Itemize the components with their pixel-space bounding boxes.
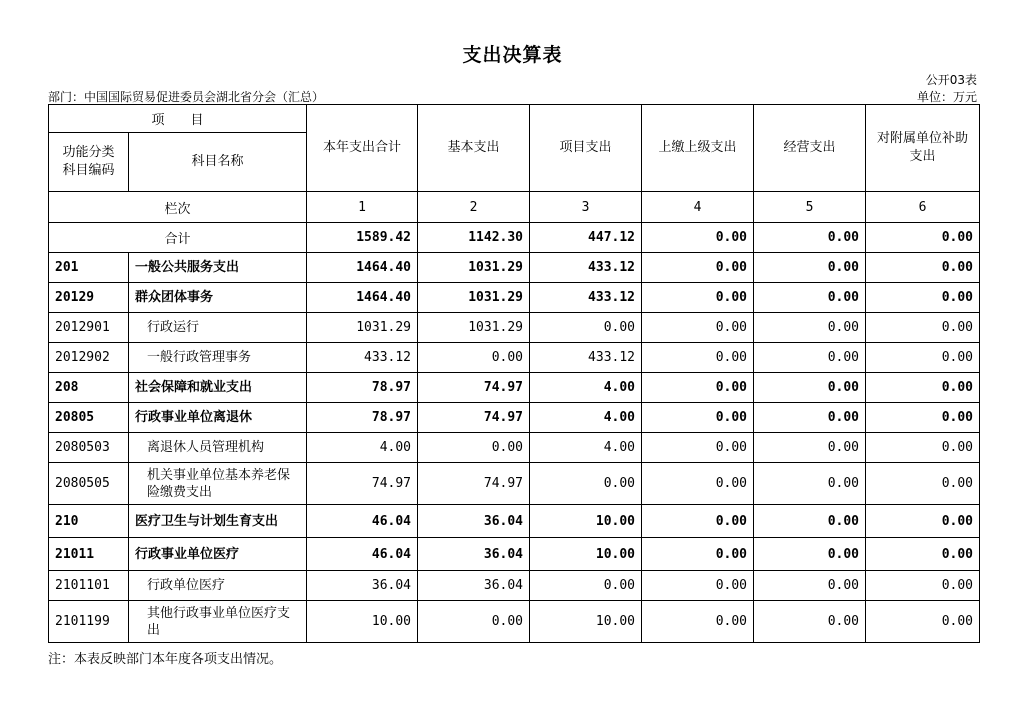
row-value: 4.00	[530, 373, 642, 403]
row-value: 10.00	[307, 601, 418, 643]
row-name: 医疗卫生与计划生育支出	[129, 505, 307, 538]
table-row	[49, 433, 980, 463]
row-code: 210	[49, 505, 129, 538]
row-value: 74.97	[418, 373, 530, 403]
row-value: 1031.29	[418, 283, 530, 313]
row-value: 10.00	[530, 538, 642, 571]
row-code: 20129	[49, 283, 129, 313]
row-value: 0.00	[642, 253, 754, 283]
table-row	[49, 505, 980, 538]
col-header: 本年支出合计	[307, 105, 418, 192]
expenditure-table	[48, 104, 980, 643]
index-cell: 3	[530, 192, 642, 223]
row-name: 一般公共服务支出	[129, 253, 307, 283]
form-code: 公开03表	[925, 73, 977, 87]
total-label: 合计	[49, 223, 307, 253]
row-value: 0.00	[866, 538, 980, 571]
row-value: 0.00	[866, 433, 980, 463]
row-name: 机关事业单位基本养老保险缴费支出	[129, 463, 307, 505]
row-value: 4.00	[530, 433, 642, 463]
row-value: 0.00	[754, 538, 866, 571]
row-value: 0.00	[754, 433, 866, 463]
index-cell: 6	[866, 192, 980, 223]
row-value: 0.00	[530, 313, 642, 343]
table-row	[49, 373, 980, 403]
col-header: 经营支出	[754, 105, 866, 192]
total-value: 0.00	[642, 223, 754, 253]
row-value: 0.00	[642, 571, 754, 601]
total-value: 0.00	[866, 223, 980, 253]
row-name: 行政运行	[129, 313, 307, 343]
row-code: 201	[49, 253, 129, 283]
page-title: 支出决算表	[462, 44, 563, 66]
row-code: 208	[49, 373, 129, 403]
item-header: 项 目	[49, 105, 307, 133]
index-label: 栏次	[49, 192, 307, 223]
row-value: 36.04	[418, 538, 530, 571]
name-col-header: 科目名称	[129, 133, 307, 192]
row-value: 0.00	[866, 373, 980, 403]
col-header: 上缴上级支出	[642, 105, 754, 192]
row-value: 46.04	[307, 505, 418, 538]
row-value: 0.00	[866, 505, 980, 538]
row-value: 78.97	[307, 403, 418, 433]
row-value: 0.00	[642, 373, 754, 403]
row-name: 社会保障和就业支出	[129, 373, 307, 403]
table-row	[49, 463, 980, 505]
row-code: 2101199	[49, 601, 129, 643]
row-value: 0.00	[642, 283, 754, 313]
row-name: 一般行政管理事务	[129, 343, 307, 373]
row-value: 74.97	[418, 463, 530, 505]
row-value: 0.00	[642, 433, 754, 463]
row-value: 0.00	[642, 403, 754, 433]
row-value: 1031.29	[418, 253, 530, 283]
row-code: 2080503	[49, 433, 129, 463]
row-value: 46.04	[307, 538, 418, 571]
row-value: 0.00	[754, 463, 866, 505]
row-code: 2080505	[49, 463, 129, 505]
index-cell: 2	[418, 192, 530, 223]
row-value: 0.00	[754, 403, 866, 433]
total-value: 1589.42	[307, 223, 418, 253]
row-code: 2012902	[49, 343, 129, 373]
row-value: 0.00	[866, 253, 980, 283]
row-value: 0.00	[642, 601, 754, 643]
row-value: 0.00	[642, 463, 754, 505]
unit-label: 单位：万元	[916, 90, 977, 104]
row-value: 0.00	[642, 313, 754, 343]
row-value: 4.00	[530, 403, 642, 433]
row-name: 行政事业单位离退休	[129, 403, 307, 433]
code-col-header: 功能分类 科目编码	[49, 133, 129, 192]
row-name: 行政事业单位医疗	[129, 538, 307, 571]
row-value: 0.00	[642, 505, 754, 538]
row-value: 0.00	[754, 313, 866, 343]
table-row	[49, 313, 980, 343]
index-cell: 1	[307, 192, 418, 223]
row-value: 74.97	[418, 403, 530, 433]
row-value: 0.00	[642, 538, 754, 571]
row-value: 0.00	[642, 343, 754, 373]
index-cell: 5	[754, 192, 866, 223]
row-value: 433.12	[307, 343, 418, 373]
row-code: 20805	[49, 403, 129, 433]
col-header: 项目支出	[530, 105, 642, 192]
department-label: 部门：中国国际贸易促进委员会湖北省分会（汇总）	[48, 90, 325, 104]
row-value: 0.00	[530, 463, 642, 505]
row-name: 其他行政事业单位医疗支出	[129, 601, 307, 643]
row-value: 0.00	[530, 571, 642, 601]
table-row	[49, 538, 980, 571]
total-value: 447.12	[530, 223, 642, 253]
row-value: 4.00	[307, 433, 418, 463]
row-value: 0.00	[754, 253, 866, 283]
row-code: 21011	[49, 538, 129, 571]
table-row	[49, 571, 980, 601]
row-value: 433.12	[530, 253, 642, 283]
row-code: 2012901	[49, 313, 129, 343]
row-value: 0.00	[754, 505, 866, 538]
row-name: 离退休人员管理机构	[129, 433, 307, 463]
table-row	[49, 343, 980, 373]
table-row	[49, 403, 980, 433]
table-row	[49, 601, 980, 643]
row-value: 1031.29	[307, 313, 418, 343]
total-value: 0.00	[754, 223, 866, 253]
row-value: 0.00	[866, 313, 980, 343]
row-value: 1031.29	[418, 313, 530, 343]
row-value: 0.00	[866, 403, 980, 433]
row-value: 0.00	[754, 601, 866, 643]
table-row	[49, 253, 980, 283]
row-value: 1464.40	[307, 253, 418, 283]
row-value: 1464.40	[307, 283, 418, 313]
row-value: 10.00	[530, 505, 642, 538]
total-value: 1142.30	[418, 223, 530, 253]
row-value: 0.00	[754, 571, 866, 601]
col-header: 基本支出	[418, 105, 530, 192]
row-value: 36.04	[418, 505, 530, 538]
row-value: 0.00	[754, 283, 866, 313]
index-cell: 4	[642, 192, 754, 223]
row-value: 78.97	[307, 373, 418, 403]
row-value: 0.00	[866, 343, 980, 373]
row-value: 433.12	[530, 283, 642, 313]
row-code: 2101101	[49, 571, 129, 601]
table-row	[49, 283, 980, 313]
row-value: 10.00	[530, 601, 642, 643]
row-value: 0.00	[866, 571, 980, 601]
footnote: 注：本表反映部门本年度各项支出情况。	[48, 652, 283, 667]
row-value: 74.97	[307, 463, 418, 505]
row-value: 36.04	[418, 571, 530, 601]
row-value: 0.00	[866, 463, 980, 505]
row-value: 433.12	[530, 343, 642, 373]
row-value: 0.00	[418, 601, 530, 643]
row-value: 0.00	[866, 601, 980, 643]
row-value: 0.00	[418, 343, 530, 373]
row-value: 0.00	[418, 433, 530, 463]
row-value: 0.00	[754, 373, 866, 403]
col-header: 对附属单位补助 支出	[866, 105, 980, 192]
row-value: 0.00	[866, 283, 980, 313]
row-name: 群众团体事务	[129, 283, 307, 313]
row-name: 行政单位医疗	[129, 571, 307, 601]
row-value: 36.04	[307, 571, 418, 601]
row-value: 0.00	[754, 343, 866, 373]
